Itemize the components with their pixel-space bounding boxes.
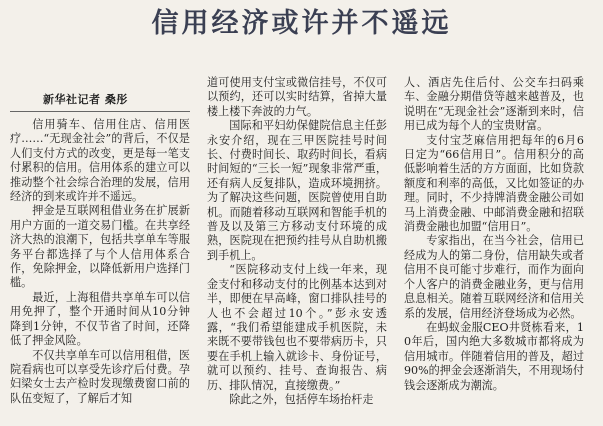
article-column-2: [207, 76, 387, 407]
paragraph: 在蚂蚁金服CEO井贤栋看来，10年后，国内绝大多数城市都将成为信用城市。伴随着信用的普及，超过90%的押金会逐渐消失，不用现场付钱会逐渐成为潮流。: [404, 320, 584, 392]
paragraph: 专家指出，在当今社会，信用已经成为人的第二身份，信用缺失或者信用不良可能寸步难行，而作为面向个人客户的消费金融业务，更与信用息息相关。随着互联网经济和信用关系的发展，信用经济登场成为必然。: [404, 234, 584, 320]
byline-divider: [10, 111, 190, 112]
paragraph: 道可使用支付宝或微信挂号，不仅可以预约，还可以实时结算，省掉大量楼上楼下奔波的力气。: [207, 76, 387, 118]
paragraph: “医院移动支付上线一年来，现金支付和移动支付的比例基本达到对半，即便在早高峰，窗口排队挂号的人也不会超过10个。”彭永安透露，“我们希望能建成手机医院，未来既不要带钱包也不要带病历卡，只要在手机上输入就诊卡、身份证号，就可以预约、挂号、查询报告、病历、排队情况，直接缴费。”: [207, 263, 387, 392]
paragraph: 最近，上海租借共享单车可以信用免押了，整个开通时间从10分钟降到1分钟，不仅节省了时间，还降低了押金风险。: [10, 290, 190, 348]
paragraph: 支付宝芝麻信用把每年的6月6日定为“66信用日”。信用积分的高低影响着生活的方方面面，比如贷款额度和利率的高低，又比如签证的办理。同时，不少持牌消费金融公司如马上消费金融、中邮消费金融和招联消费金融也加盟“信用日”。: [404, 133, 584, 234]
paragraph: 不仅共享单车可以信用租借，医院看病也可以享受先诊疗后付费。孕妇梁女士去产检时发现缴费窗口前的队伍变短了，了解后才知: [10, 348, 190, 405]
paragraph: 信用骑车、信用住店、信用医疗……“无现金社会”的背后，不仅是人们支付方式的改变，更是每一笔支付累积的信用。信用体系的建立可以推动整个社会综合治理的发展，信用经济的到来或许并不遥远。: [10, 118, 190, 204]
article-column-3: [404, 76, 584, 393]
paragraph: 押金是互联网租借业务在扩展新用户方面的一道交易门槛。在共享经济大热的浪潮下，包括共享单车等服务平台都选择了与个人信用体系合作，免除押金，以降低新用户选择门槛。: [10, 204, 190, 290]
paragraph: 人、酒店先住后付、公交车扫码乘车、金融分期借贷等越来越普及，也说明在“无现金社会”逐渐到来时，信用已成为每个人的宝贵财富。: [404, 76, 584, 133]
article-column-1: [10, 118, 190, 406]
paragraph: 国际和平妇幼保健院信息主任彭永安介绍，现在三甲医院挂号时间长、付费时间长、取药时间长，看病时间短的“三长一短”现象非常严重，还有病人反复排队，造成环境拥挤。为了解决这些问题，医院曾使用自助机。而随着移动互联网和智能手机的普及以及第三方移动支付环境的成熟，医院现在把预约挂号从自助机搬到手机上。: [207, 119, 387, 262]
byline: 新华社记者 桑彤: [43, 93, 128, 106]
article-headline: 信用经济或许并不遥远: [151, 8, 452, 39]
paragraph: 除此之外，包括停车场抬杆走: [229, 392, 374, 406]
